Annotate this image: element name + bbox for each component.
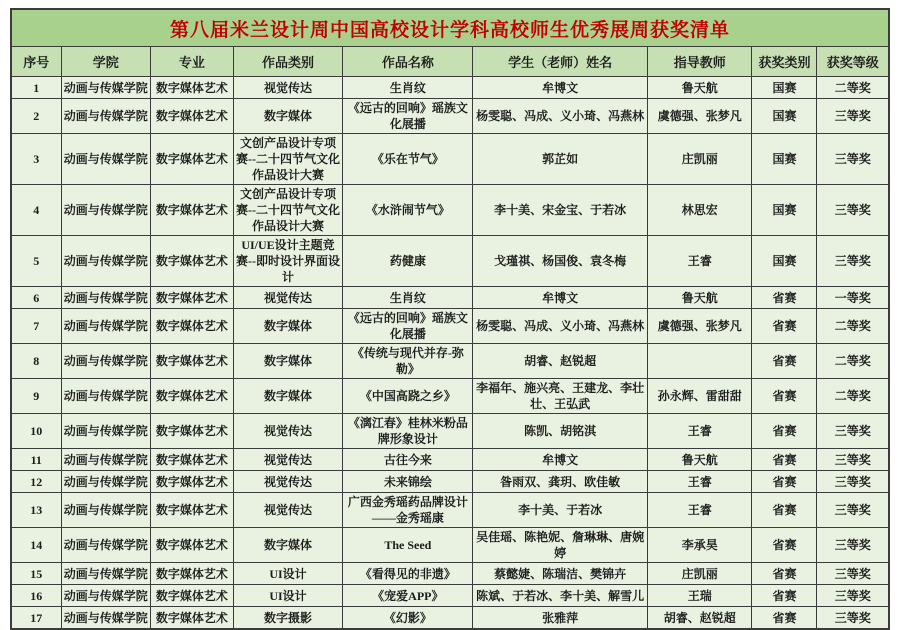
cell-work-category: 视觉传达 [233, 493, 343, 528]
cell-advisor: 王睿 [648, 236, 752, 287]
cell-college: 动画与传媒学院 [61, 287, 151, 309]
cell-award-type: 省赛 [752, 414, 817, 449]
cell-award-type: 省赛 [752, 344, 817, 379]
table-row [11, 563, 889, 585]
table-row [11, 471, 889, 493]
cell-award-level: 一等奖 [817, 287, 889, 309]
cell-work-name: 生肖纹 [343, 287, 473, 309]
cell-award-type: 省赛 [752, 493, 817, 528]
cell-student-names: 胡睿、赵锐超 [473, 344, 648, 379]
cell-index: 3 [11, 134, 61, 185]
cell-index: 6 [11, 287, 61, 309]
cell-index: 12 [11, 471, 61, 493]
header-work-category: 作品类别 [233, 47, 343, 77]
cell-major: 数字媒体艺术 [151, 379, 234, 414]
cell-major: 数字媒体艺术 [151, 563, 234, 585]
cell-work-name: 未来锦绘 [343, 471, 473, 493]
cell-award-type: 国赛 [752, 77, 817, 99]
cell-college: 动画与传媒学院 [61, 236, 151, 287]
cell-work-category: 数字摄影 [233, 607, 343, 630]
cell-work-name: 药健康 [343, 236, 473, 287]
cell-work-category: 数字媒体 [233, 379, 343, 414]
cell-advisor: 庄凯丽 [648, 134, 752, 185]
header-major: 专业 [151, 47, 234, 77]
cell-advisor: 虞德强、张梦凡 [648, 309, 752, 344]
cell-work-name: 《漓江春》桂林米粉品牌形象设计 [343, 414, 473, 449]
cell-award-level: 三等奖 [817, 528, 889, 563]
cell-college: 动画与传媒学院 [61, 134, 151, 185]
header-advisor: 指导教师 [648, 47, 752, 77]
cell-major: 数字媒体艺术 [151, 449, 234, 471]
cell-college: 动画与传媒学院 [61, 185, 151, 236]
table-row [11, 379, 889, 414]
table-row [11, 528, 889, 563]
cell-college: 动画与传媒学院 [61, 77, 151, 99]
cell-advisor: 鲁天航 [648, 287, 752, 309]
cell-award-level: 三等奖 [817, 236, 889, 287]
cell-college: 动画与传媒学院 [61, 563, 151, 585]
cell-major: 数字媒体艺术 [151, 309, 234, 344]
cell-award-level: 三等奖 [817, 134, 889, 185]
cell-work-name: 《远古的回响》瑶族文化展播 [343, 99, 473, 134]
table-row [11, 99, 889, 134]
cell-work-name: 《乐在节气》 [343, 134, 473, 185]
cell-index: 17 [11, 607, 61, 630]
header-index: 序号 [11, 47, 61, 77]
cell-college: 动画与传媒学院 [61, 528, 151, 563]
cell-student-names: 牟博文 [473, 77, 648, 99]
cell-work-name: 《中国高跷之乡》 [343, 379, 473, 414]
cell-work-category: 数字媒体 [233, 309, 343, 344]
table-row [11, 344, 889, 379]
cell-award-type: 省赛 [752, 563, 817, 585]
cell-major: 数字媒体艺术 [151, 607, 234, 630]
cell-award-type: 省赛 [752, 528, 817, 563]
cell-award-level: 三等奖 [817, 585, 889, 607]
cell-college: 动画与传媒学院 [61, 493, 151, 528]
cell-work-category: UI/UE设计主题竞赛--即时设计界面设计 [233, 236, 343, 287]
cell-student-names: 牟博文 [473, 287, 648, 309]
cell-work-name: 广西金秀瑶药品牌设计——金秀瑶康 [343, 493, 473, 528]
cell-major: 数字媒体艺术 [151, 99, 234, 134]
cell-student-names: 李十美、宋金宝、于若冰 [473, 185, 648, 236]
header-student-names: 学生（老师）姓名 [473, 47, 648, 77]
cell-major: 数字媒体艺术 [151, 471, 234, 493]
cell-award-level: 三等奖 [817, 449, 889, 471]
cell-award-level: 三等奖 [817, 99, 889, 134]
cell-work-category: 视觉传达 [233, 287, 343, 309]
cell-student-names: 张雅萍 [473, 607, 648, 630]
table-row [11, 287, 889, 309]
cell-work-category: 视觉传达 [233, 449, 343, 471]
cell-college: 动画与传媒学院 [61, 309, 151, 344]
cell-student-names: 牟博文 [473, 449, 648, 471]
page-title: 第八届米兰设计周中国高校设计学科高校师生优秀展周获奖清单 [11, 9, 889, 47]
header-award-level: 获奖等级 [817, 47, 889, 77]
cell-advisor: 王睿 [648, 471, 752, 493]
cell-advisor: 王睿 [648, 493, 752, 528]
cell-index: 4 [11, 185, 61, 236]
cell-advisor [648, 344, 752, 379]
cell-work-category: UI设计 [233, 563, 343, 585]
cell-index: 9 [11, 379, 61, 414]
cell-work-name: 古往今来 [343, 449, 473, 471]
cell-work-name: 《传统与现代并存-弥勒》 [343, 344, 473, 379]
table-row [11, 585, 889, 607]
cell-work-category: 数字媒体 [233, 99, 343, 134]
cell-student-names: 李福年、施兴亮、王建龙、李壮壮、王弘武 [473, 379, 648, 414]
cell-work-name: 生肖纹 [343, 77, 473, 99]
cell-major: 数字媒体艺术 [151, 236, 234, 287]
cell-college: 动画与传媒学院 [61, 585, 151, 607]
title-row [11, 9, 889, 47]
table-row [11, 493, 889, 528]
cell-major: 数字媒体艺术 [151, 77, 234, 99]
cell-advisor: 林思宏 [648, 185, 752, 236]
cell-work-category: 视觉传达 [233, 77, 343, 99]
cell-work-category: 数字媒体 [233, 344, 343, 379]
table-row [11, 449, 889, 471]
cell-work-name: 《宠爱APP》 [343, 585, 473, 607]
header-award-type: 获奖类别 [752, 47, 817, 77]
cell-major: 数字媒体艺术 [151, 585, 234, 607]
cell-award-type: 省赛 [752, 309, 817, 344]
cell-award-level: 二等奖 [817, 309, 889, 344]
cell-index: 15 [11, 563, 61, 585]
cell-advisor: 胡睿、赵锐超 [648, 607, 752, 630]
cell-student-names: 陈斌、于若冰、李十美、解雪儿 [473, 585, 648, 607]
table-row [11, 309, 889, 344]
cell-work-category: UI设计 [233, 585, 343, 607]
cell-index: 8 [11, 344, 61, 379]
cell-award-level: 二等奖 [817, 344, 889, 379]
cell-college: 动画与传媒学院 [61, 449, 151, 471]
cell-work-category: 文创产品设计专项赛--二十四节气文化作品设计大赛 [233, 185, 343, 236]
cell-student-names: 郭芷如 [473, 134, 648, 185]
cell-student-names: 杨雯聪、冯成、义小琦、冯燕林 [473, 309, 648, 344]
cell-index: 7 [11, 309, 61, 344]
cell-index: 10 [11, 414, 61, 449]
cell-work-category: 数字媒体 [233, 528, 343, 563]
cell-advisor: 李承昊 [648, 528, 752, 563]
cell-index: 13 [11, 493, 61, 528]
cell-college: 动画与传媒学院 [61, 414, 151, 449]
cell-award-level: 二等奖 [817, 379, 889, 414]
cell-advisor: 虞德强、张梦凡 [648, 99, 752, 134]
cell-work-name: 《看得见的非遗》 [343, 563, 473, 585]
cell-award-type: 省赛 [752, 287, 817, 309]
cell-index: 16 [11, 585, 61, 607]
cell-award-type: 国赛 [752, 134, 817, 185]
cell-award-type: 国赛 [752, 236, 817, 287]
cell-major: 数字媒体艺术 [151, 528, 234, 563]
cell-student-names: 昝雨双、龚玥、欧佳敏 [473, 471, 648, 493]
table-row [11, 185, 889, 236]
cell-advisor: 王瑞 [648, 585, 752, 607]
cell-award-level: 三等奖 [817, 563, 889, 585]
cell-award-type: 省赛 [752, 471, 817, 493]
cell-work-name: 《水浒闹节气》 [343, 185, 473, 236]
cell-award-type: 国赛 [752, 185, 817, 236]
cell-award-level: 三等奖 [817, 185, 889, 236]
cell-student-names: 李十美、于若冰 [473, 493, 648, 528]
cell-student-names: 陈凯、胡铭淇 [473, 414, 648, 449]
cell-student-names: 戈瑾祺、杨国俊、袁冬梅 [473, 236, 648, 287]
cell-award-level: 三等奖 [817, 471, 889, 493]
cell-index: 5 [11, 236, 61, 287]
table-header-row [11, 47, 889, 77]
award-table [10, 8, 890, 630]
table-row [11, 414, 889, 449]
cell-award-level: 二等奖 [817, 77, 889, 99]
cell-work-name: 《幻影》 [343, 607, 473, 630]
cell-award-type: 国赛 [752, 99, 817, 134]
header-work-name: 作品名称 [343, 47, 473, 77]
cell-work-name: 《远古的回响》瑶族文化展播 [343, 309, 473, 344]
table-row [11, 134, 889, 185]
cell-college: 动画与传媒学院 [61, 607, 151, 630]
cell-college: 动画与传媒学院 [61, 471, 151, 493]
cell-advisor: 王睿 [648, 414, 752, 449]
cell-college: 动画与传媒学院 [61, 379, 151, 414]
cell-student-names: 蔡懿婕、陈瑞洁、樊锦卉 [473, 563, 648, 585]
cell-work-name: The Seed [343, 528, 473, 563]
cell-major: 数字媒体艺术 [151, 414, 234, 449]
cell-major: 数字媒体艺术 [151, 344, 234, 379]
cell-work-category: 视觉传达 [233, 471, 343, 493]
cell-work-category: 视觉传达 [233, 414, 343, 449]
cell-major: 数字媒体艺术 [151, 493, 234, 528]
cell-award-level: 三等奖 [817, 414, 889, 449]
cell-student-names: 吴佳瑶、陈艳妮、詹琳琳、唐婉婷 [473, 528, 648, 563]
cell-award-type: 省赛 [752, 449, 817, 471]
cell-advisor: 鲁天航 [648, 449, 752, 471]
cell-college: 动画与传媒学院 [61, 99, 151, 134]
cell-index: 2 [11, 99, 61, 134]
cell-major: 数字媒体艺术 [151, 287, 234, 309]
cell-advisor: 鲁天航 [648, 77, 752, 99]
cell-award-level: 三等奖 [817, 493, 889, 528]
cell-advisor: 孙永辉、雷甜甜 [648, 379, 752, 414]
cell-major: 数字媒体艺术 [151, 134, 234, 185]
cell-index: 11 [11, 449, 61, 471]
cell-award-type: 省赛 [752, 607, 817, 630]
cell-college: 动画与传媒学院 [61, 344, 151, 379]
cell-advisor: 庄凯丽 [648, 563, 752, 585]
table-row [11, 607, 889, 630]
cell-student-names: 杨雯聪、冯成、义小琦、冯燕林 [473, 99, 648, 134]
cell-work-category: 文创产品设计专项赛--二十四节气文化作品设计大赛 [233, 134, 343, 185]
table-row [11, 77, 889, 99]
cell-index: 1 [11, 77, 61, 99]
header-college: 学院 [61, 47, 151, 77]
table-row [11, 236, 889, 287]
cell-award-type: 省赛 [752, 379, 817, 414]
cell-award-level: 三等奖 [817, 607, 889, 630]
cell-award-type: 省赛 [752, 585, 817, 607]
cell-index: 14 [11, 528, 61, 563]
cell-major: 数字媒体艺术 [151, 185, 234, 236]
